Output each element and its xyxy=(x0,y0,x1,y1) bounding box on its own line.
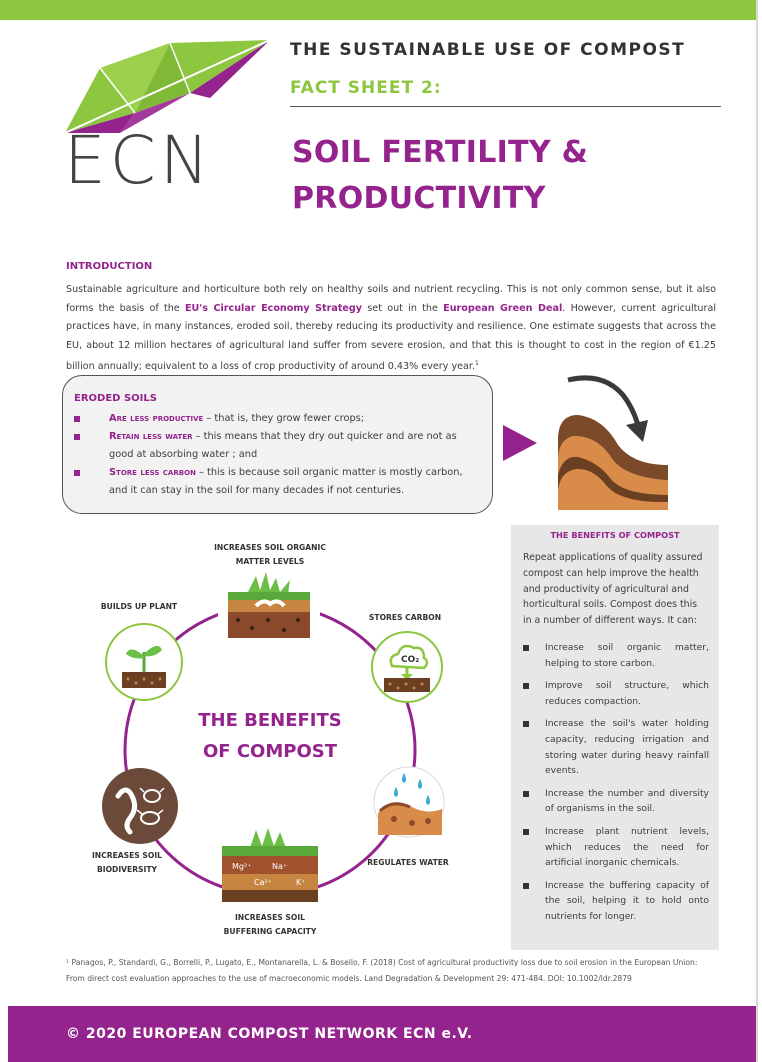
cloud-co2-icon xyxy=(370,630,444,704)
item-text: Increase plant nutrient levels, which reduces the need for artificial inorganic chemicals. xyxy=(545,825,709,869)
cycle-center-title xyxy=(190,705,350,767)
plant-sprout-icon xyxy=(104,622,184,702)
cycle-center-line-2: OF COMPOST xyxy=(202,741,338,762)
circular-economy-link[interactable]: EU's Circular Economy Strategy xyxy=(184,302,363,314)
footnote-marker[interactable]: 1 xyxy=(475,360,479,367)
list-item xyxy=(523,824,709,871)
list-item xyxy=(74,410,484,428)
item-text: – that is, they grow fewer crops; xyxy=(203,413,365,424)
eroded-soils-title: ERODED SOILS xyxy=(74,393,157,404)
page-title-line-2: PRODUCTIVITY xyxy=(292,181,546,216)
triangle-arrow-icon xyxy=(503,425,537,461)
ion-k: K⁺ xyxy=(296,878,306,887)
item-text: – this means that they dry out quicker and are not as good at absorbing water ; and xyxy=(109,431,457,460)
soil-nutrients-icon xyxy=(220,828,320,904)
label-organic-matter xyxy=(190,541,350,569)
water-drops-soil-icon xyxy=(372,765,446,839)
benefits-panel-title: THE BENEFITS OF COMPOST xyxy=(550,530,680,540)
ion-na: Na⁺ xyxy=(272,862,288,871)
header-divider xyxy=(290,106,721,107)
label-line: MATTER LEVELS xyxy=(235,557,305,566)
item-text: Increase soil organic matter, helping to store carbon. xyxy=(545,642,709,669)
label-line: INCREASES SOIL ORGANIC xyxy=(214,543,326,552)
ion-ca: Ca²⁺ xyxy=(254,878,272,887)
item-text: Increase the soil's water holding capacity, reducing irrigation and storing water during heavy rainfall events. xyxy=(545,718,709,777)
item-lead: Store less carbon xyxy=(109,467,196,478)
label-line: BIODIVERSITY xyxy=(96,865,158,874)
fact-sheet-number: FACT SHEET 2: xyxy=(290,78,442,98)
series-title: THE SUSTAINABLE USE OF COMPOST xyxy=(290,40,686,60)
bullet-square xyxy=(74,434,80,440)
page-title xyxy=(292,130,588,222)
logo-text: ECN xyxy=(64,122,214,199)
intro-heading: INTRODUCTION xyxy=(66,261,153,272)
list-item xyxy=(523,716,709,778)
footnote: ¹ Panagos, P., Standardi, G., Borrelli, P., Lugato, E., Montanarella, L. & Bosello, F. (2018) Cost of agricultural productivity loss due to soil erosion in the European Union: From direct cost evaluation approaches to the use of macroeconomic models. Land Degradation & Development 29: 471-484. DOI: 10.1002/ldr.2879 xyxy=(66,958,698,983)
benefits-list xyxy=(523,640,709,932)
ion-mg: Mg²⁺ xyxy=(232,862,252,871)
benefits-panel-intro: Repeat applications of quality assured compost can help improve the health and productivity of agricultural and horticultural soils. Compost does this in a number of different ways. It can: xyxy=(523,552,703,627)
eroded-soil-illustration xyxy=(548,370,688,510)
label-regulates-water: REGULATES WATER xyxy=(367,858,449,867)
item-text: Increase the number and diversity of organisms in the soil. xyxy=(545,787,709,815)
label-line: INCREASES SOIL xyxy=(234,913,306,922)
bullet-square xyxy=(523,721,529,727)
item-lead: Are less productive xyxy=(109,413,204,424)
label-line: INCREASES SOIL xyxy=(91,851,163,860)
list-item xyxy=(523,640,709,671)
intro-paragraph xyxy=(66,281,716,377)
page-title-line-1: SOIL FERTILITY & xyxy=(292,135,589,170)
item-text: Improve soil structure, which reduces compaction. xyxy=(545,680,709,707)
green-deal-link[interactable]: European Green Deal xyxy=(443,302,563,314)
list-item xyxy=(523,786,709,817)
soil-organic-matter-icon xyxy=(218,572,320,644)
item-text: – this is because soil organic matter is mostly carbon, and it can stay in the soil for many decades if not centuries. xyxy=(109,467,463,496)
soil-organisms-icon xyxy=(100,766,180,846)
list-item xyxy=(74,428,484,464)
bullet-square xyxy=(74,470,80,476)
cycle-center-line-1: THE BENEFITS xyxy=(198,710,342,731)
intro-text-2: set out in the xyxy=(362,302,444,314)
bullet-square xyxy=(523,645,529,651)
list-item xyxy=(74,464,484,500)
label-line: BUFFERING CAPACITY xyxy=(223,927,317,936)
bullet-square xyxy=(74,416,80,422)
label-buffering-capacity xyxy=(200,911,340,939)
intro-text-1: Sustainable agriculture and horticulture both rely on healthy soils and nutrient recycling. This is not only common sense, but it also forms the basis of the xyxy=(66,284,716,314)
intro-text-3: . However, current agricultural practices have, in many instances, eroded soil, thereby reducing its productivity and resilience. One estimate suggests that across the EU, about 12 million hectares of agricultural land suffer from severe erosion, and that this is thought to cost in the region of €1.25 billion annually; equivalent to a loss of crop productivity of around 0.43% every year. xyxy=(66,302,717,373)
top-accent-bar xyxy=(0,0,756,20)
footer-copyright: © 2020 EUROPEAN COMPOST NETWORK ECN e.V. xyxy=(66,1026,473,1042)
bullet-square xyxy=(523,883,529,889)
bullet-square xyxy=(523,791,529,797)
eroded-soils-list xyxy=(74,410,484,500)
list-item xyxy=(523,878,709,925)
item-lead: Retain less water xyxy=(109,431,193,442)
bullet-square xyxy=(523,683,529,689)
label-biodiversity xyxy=(72,849,182,877)
list-item xyxy=(523,678,709,709)
label-builds-up-plant: BUILDS UP PLANT xyxy=(100,602,178,611)
co2-text: CO₂ xyxy=(401,655,420,665)
label-stores-carbon: STORES CARBON xyxy=(368,613,442,622)
item-text: Increase the buffering capacity of the soil, helping it to hold onto nutrients for longer. xyxy=(545,879,709,922)
bullet-square xyxy=(523,829,529,835)
